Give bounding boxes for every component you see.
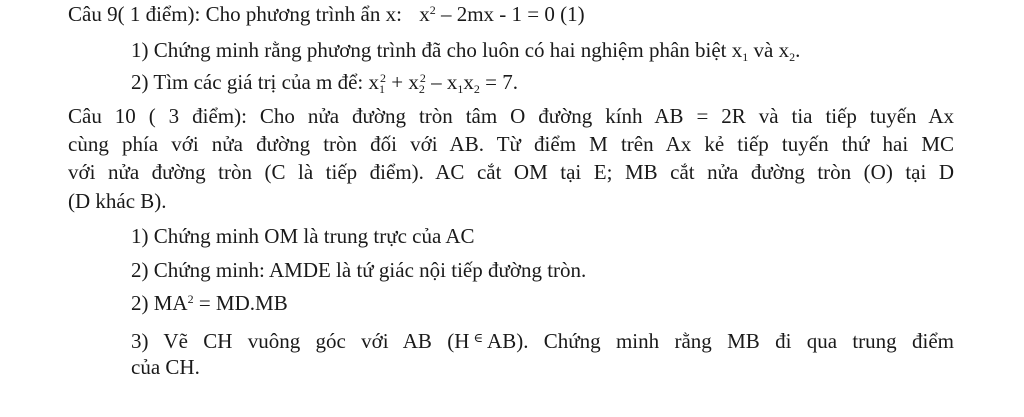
- q10-item-3: 2) $MA^2 = MD.MB$: [131, 291, 288, 315]
- q10-paragraph-line-3: với nửa đường tròn (C là tiếp điểm). AC cắt OM tại E; MB cắt nửa đường tròn (O) tại D: [68, 160, 954, 184]
- q9-equation: $x^2 - 2mx - 1 = 0$ (1): [419, 2, 585, 26]
- element-of-symbol: ∈: [473, 330, 484, 345]
- q10-item-4-continuation: của CH.: [131, 355, 200, 379]
- q10-paragraph-line-1: Câu 10 ( 3 điểm): Cho nửa đường tròn tâm O đường kính AB = 2R và tia tiếp tuyến Ax: [68, 104, 954, 128]
- q10-item-1: 1) Chứng minh OM là trung trực của AC: [131, 224, 475, 248]
- q9-heading: Câu 9( 1 điểm): Cho phương trình ẩn x:: [68, 2, 402, 26]
- q10-item-2: 2) Chứng minh: AMDE là tứ giác nội tiếp đường tròn.: [131, 258, 587, 282]
- q10-item-4: 3) Vẽ CH vuông góc với AB (H ∈ AB). Chứng minh rằng MB đi qua trung điểm: [131, 329, 954, 353]
- q10-paragraph-line-4: (D khác B).: [68, 189, 167, 213]
- q10-paragraph-line-2: cùng phía với nửa đường tròn đối với AB. Từ điểm M trên Ax kẻ tiếp tuyến thứ hai MC: [68, 132, 954, 156]
- q9-heading-line: [68, 1, 585, 27]
- q9-item-2: 2) Tìm các giá trị của m để: $x_1^2 + x_2^2 - x_1x_2 = 7$.: [131, 70, 518, 96]
- q9-item-1: 1) Chứng minh rằng phương trình đã cho luôn có hai nghiệm phân biệt $x_1$ và $x_2$.: [131, 38, 801, 64]
